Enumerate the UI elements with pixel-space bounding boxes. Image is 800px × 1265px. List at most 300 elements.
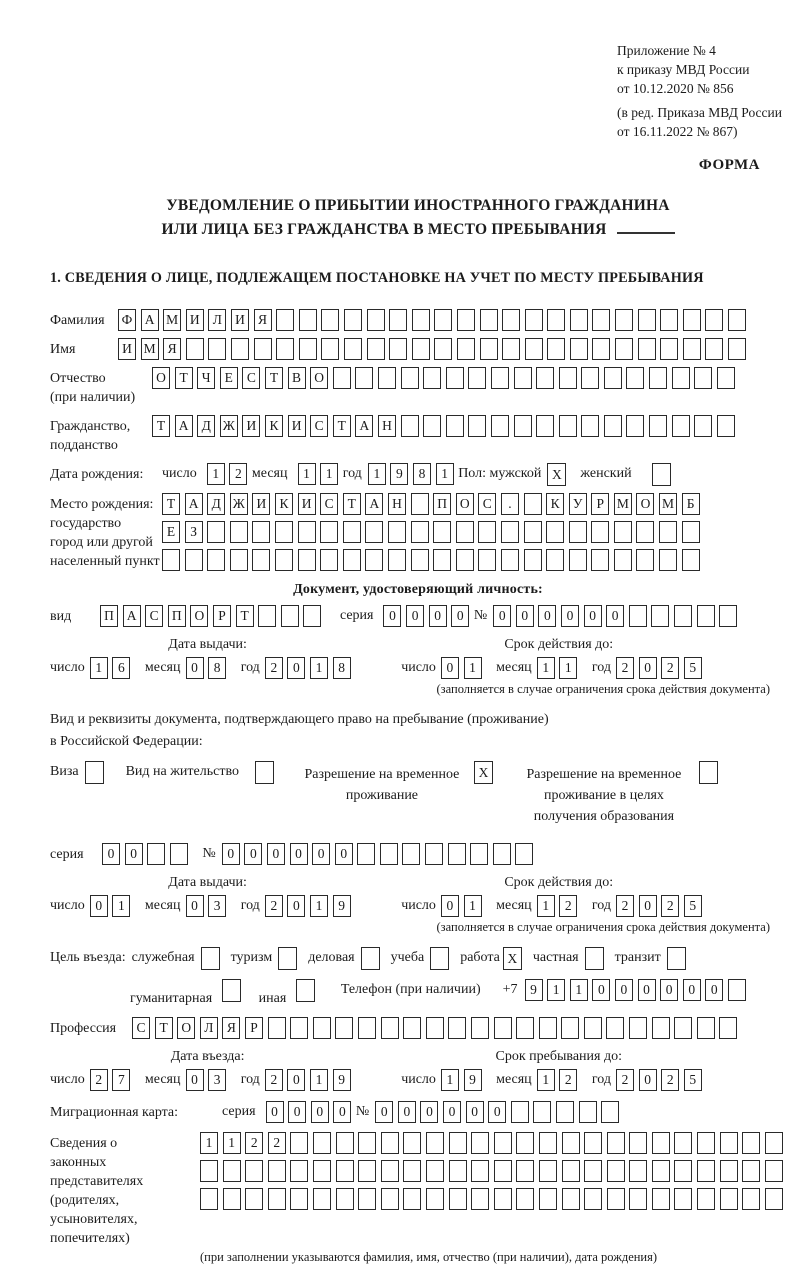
char-box[interactable]: Р: [591, 493, 609, 515]
char-box[interactable]: [245, 1160, 263, 1182]
char-box[interactable]: [742, 1188, 760, 1210]
char-box[interactable]: [584, 1160, 602, 1182]
char-box[interactable]: [728, 979, 746, 1001]
char-box[interactable]: 0: [683, 979, 701, 1001]
char-box[interactable]: [652, 1017, 670, 1039]
char-box[interactable]: [336, 1188, 354, 1210]
char-box[interactable]: [561, 1017, 579, 1039]
char-box[interactable]: [298, 521, 316, 543]
char-box[interactable]: П: [100, 605, 118, 627]
char-box[interactable]: 1: [570, 979, 588, 1001]
char-box[interactable]: 1: [310, 895, 328, 917]
char-box[interactable]: [652, 1188, 670, 1210]
char-box[interactable]: В: [288, 367, 306, 389]
char-box[interactable]: 0: [638, 979, 656, 1001]
char-box[interactable]: М: [659, 493, 677, 515]
char-box[interactable]: [536, 367, 554, 389]
char-box[interactable]: [389, 309, 407, 331]
char-box[interactable]: П: [433, 493, 451, 515]
char-box[interactable]: [313, 1160, 331, 1182]
char-box[interactable]: 0: [420, 1101, 438, 1123]
visa-checkbox[interactable]: [85, 761, 104, 784]
char-box[interactable]: [298, 549, 316, 571]
char-box[interactable]: [626, 415, 644, 437]
char-box[interactable]: [569, 549, 587, 571]
char-box[interactable]: [147, 843, 165, 865]
char-box[interactable]: [516, 1132, 534, 1154]
char-box[interactable]: [401, 367, 419, 389]
char-box[interactable]: О: [310, 367, 328, 389]
char-box[interactable]: 1: [464, 895, 482, 917]
char-box[interactable]: [434, 309, 452, 331]
char-box[interactable]: Т: [343, 493, 361, 515]
char-box[interactable]: [514, 415, 532, 437]
char-box[interactable]: 0: [639, 1069, 657, 1091]
char-box[interactable]: Л: [208, 309, 226, 331]
char-box[interactable]: 1: [298, 463, 316, 485]
char-box[interactable]: [449, 1160, 467, 1182]
char-box[interactable]: [720, 1188, 738, 1210]
char-box[interactable]: 0: [584, 605, 602, 627]
char-box[interactable]: 0: [406, 605, 424, 627]
char-box[interactable]: Т: [175, 367, 193, 389]
char-box[interactable]: А: [141, 309, 159, 331]
char-box[interactable]: О: [152, 367, 170, 389]
char-box[interactable]: О: [636, 493, 654, 515]
char-box[interactable]: [389, 338, 407, 360]
purpose-transit-checkbox[interactable]: [667, 947, 686, 970]
char-box[interactable]: И: [242, 415, 260, 437]
char-box[interactable]: [403, 1132, 421, 1154]
char-box[interactable]: [674, 605, 692, 627]
char-box[interactable]: 1: [368, 463, 386, 485]
char-box[interactable]: Т: [152, 415, 170, 437]
char-box[interactable]: [629, 605, 647, 627]
char-box[interactable]: [258, 605, 276, 627]
char-box[interactable]: [357, 843, 375, 865]
char-box[interactable]: [299, 338, 317, 360]
char-box[interactable]: [591, 549, 609, 571]
char-box[interactable]: А: [123, 605, 141, 627]
char-box[interactable]: 0: [287, 657, 305, 679]
char-box[interactable]: [626, 367, 644, 389]
char-box[interactable]: [378, 367, 396, 389]
char-box[interactable]: [290, 1017, 308, 1039]
char-box[interactable]: [403, 1160, 421, 1182]
char-box[interactable]: [652, 1132, 670, 1154]
char-box[interactable]: 8: [333, 657, 351, 679]
char-box[interactable]: О: [456, 493, 474, 515]
char-box[interactable]: 1: [559, 657, 577, 679]
char-box[interactable]: [682, 549, 700, 571]
char-box[interactable]: [276, 309, 294, 331]
char-box[interactable]: 1: [207, 463, 225, 485]
char-box[interactable]: [584, 1017, 602, 1039]
char-box[interactable]: Н: [378, 415, 396, 437]
char-box[interactable]: [231, 338, 249, 360]
char-box[interactable]: [536, 415, 554, 437]
char-box[interactable]: [281, 605, 299, 627]
char-box[interactable]: [562, 1160, 580, 1182]
char-box[interactable]: [388, 521, 406, 543]
char-box[interactable]: К: [275, 493, 293, 515]
char-box[interactable]: М: [614, 493, 632, 515]
char-box[interactable]: [381, 1188, 399, 1210]
char-box[interactable]: [471, 1188, 489, 1210]
char-box[interactable]: [742, 1132, 760, 1154]
char-box[interactable]: [592, 309, 610, 331]
char-box[interactable]: [402, 843, 420, 865]
purpose-study-checkbox[interactable]: [430, 947, 449, 970]
char-box[interactable]: 1: [310, 657, 328, 679]
char-box[interactable]: 0: [90, 895, 108, 917]
char-box[interactable]: [336, 1160, 354, 1182]
char-box[interactable]: [254, 338, 272, 360]
char-box[interactable]: [381, 1160, 399, 1182]
char-box[interactable]: 6: [112, 657, 130, 679]
char-box[interactable]: [728, 309, 746, 331]
char-box[interactable]: [200, 1188, 218, 1210]
char-box[interactable]: 7: [112, 1069, 130, 1091]
char-box[interactable]: [672, 415, 690, 437]
char-box[interactable]: [570, 309, 588, 331]
char-box[interactable]: 0: [639, 657, 657, 679]
char-box[interactable]: [533, 1101, 551, 1123]
char-box[interactable]: И: [298, 493, 316, 515]
char-box[interactable]: [615, 338, 633, 360]
char-box[interactable]: 9: [464, 1069, 482, 1091]
char-box[interactable]: [230, 521, 248, 543]
char-box[interactable]: [674, 1017, 692, 1039]
char-box[interactable]: [365, 521, 383, 543]
char-box[interactable]: [694, 367, 712, 389]
char-box[interactable]: [697, 1188, 715, 1210]
char-box[interactable]: [381, 1132, 399, 1154]
char-box[interactable]: [358, 1160, 376, 1182]
char-box[interactable]: С: [145, 605, 163, 627]
char-box[interactable]: Т: [265, 367, 283, 389]
char-box[interactable]: Т: [155, 1017, 173, 1039]
char-box[interactable]: 0: [266, 1101, 284, 1123]
char-box[interactable]: [448, 1017, 466, 1039]
char-box[interactable]: [412, 338, 430, 360]
char-box[interactable]: 9: [525, 979, 543, 1001]
char-box[interactable]: [426, 1188, 444, 1210]
char-box[interactable]: [471, 1132, 489, 1154]
char-box[interactable]: [290, 1132, 308, 1154]
char-box[interactable]: [401, 415, 419, 437]
char-box[interactable]: [491, 367, 509, 389]
char-box[interactable]: 2: [268, 1132, 286, 1154]
char-box[interactable]: Ч: [197, 367, 215, 389]
char-box[interactable]: 1: [112, 895, 130, 917]
char-box[interactable]: 1: [441, 1069, 459, 1091]
char-box[interactable]: [333, 367, 351, 389]
char-box[interactable]: [412, 309, 430, 331]
char-box[interactable]: 0: [660, 979, 678, 1001]
char-box[interactable]: [697, 1017, 715, 1039]
char-box[interactable]: [336, 1132, 354, 1154]
char-box[interactable]: [660, 338, 678, 360]
char-box[interactable]: [162, 549, 180, 571]
char-box[interactable]: Я: [254, 309, 272, 331]
char-box[interactable]: 0: [606, 605, 624, 627]
char-box[interactable]: [636, 521, 654, 543]
char-box[interactable]: П: [168, 605, 186, 627]
char-box[interactable]: 5: [684, 657, 702, 679]
char-box[interactable]: 2: [90, 1069, 108, 1091]
char-box[interactable]: 9: [390, 463, 408, 485]
char-box[interactable]: А: [185, 493, 203, 515]
char-box[interactable]: [343, 549, 361, 571]
char-box[interactable]: [649, 367, 667, 389]
char-box[interactable]: [358, 1188, 376, 1210]
char-box[interactable]: Т: [236, 605, 254, 627]
char-box[interactable]: У: [569, 493, 587, 515]
char-box[interactable]: [659, 521, 677, 543]
char-box[interactable]: Д: [207, 493, 225, 515]
char-box[interactable]: [493, 843, 511, 865]
char-box[interactable]: [694, 415, 712, 437]
char-box[interactable]: [547, 338, 565, 360]
char-box[interactable]: [275, 549, 293, 571]
char-box[interactable]: 2: [559, 1069, 577, 1091]
char-box[interactable]: С: [478, 493, 496, 515]
char-box[interactable]: К: [265, 415, 283, 437]
char-box[interactable]: И: [118, 338, 136, 360]
char-box[interactable]: 2: [265, 657, 283, 679]
char-box[interactable]: 8: [208, 657, 226, 679]
char-box[interactable]: [491, 415, 509, 437]
char-box[interactable]: [683, 338, 701, 360]
char-box[interactable]: [470, 843, 488, 865]
sex-female-checkbox[interactable]: [652, 463, 671, 486]
char-box[interactable]: [411, 549, 429, 571]
char-box[interactable]: [697, 605, 715, 627]
char-box[interactable]: 0: [186, 1069, 204, 1091]
char-box[interactable]: 1: [537, 657, 555, 679]
char-box[interactable]: [457, 309, 475, 331]
char-box[interactable]: [514, 367, 532, 389]
char-box[interactable]: [276, 338, 294, 360]
char-box[interactable]: [717, 367, 735, 389]
char-box[interactable]: [719, 605, 737, 627]
char-box[interactable]: 5: [684, 1069, 702, 1091]
char-box[interactable]: [303, 605, 321, 627]
purpose-business-checkbox[interactable]: [361, 947, 380, 970]
char-box[interactable]: [299, 309, 317, 331]
char-box[interactable]: Л: [200, 1017, 218, 1039]
char-box[interactable]: 0: [312, 843, 330, 865]
char-box[interactable]: [584, 1188, 602, 1210]
char-box[interactable]: А: [175, 415, 193, 437]
char-box[interactable]: .: [501, 493, 519, 515]
char-box[interactable]: [365, 549, 383, 571]
char-box[interactable]: [426, 1017, 444, 1039]
char-box[interactable]: [501, 521, 519, 543]
char-box[interactable]: С: [320, 493, 338, 515]
char-box[interactable]: М: [163, 309, 181, 331]
char-box[interactable]: [592, 338, 610, 360]
char-box[interactable]: [252, 521, 270, 543]
char-box[interactable]: [403, 1017, 421, 1039]
char-box[interactable]: [480, 338, 498, 360]
char-box[interactable]: [717, 415, 735, 437]
char-box[interactable]: 0: [186, 657, 204, 679]
char-box[interactable]: [290, 1160, 308, 1182]
char-box[interactable]: [649, 415, 667, 437]
char-box[interactable]: [765, 1160, 783, 1182]
char-box[interactable]: 1: [537, 895, 555, 917]
char-box[interactable]: [719, 1017, 737, 1039]
char-box[interactable]: [516, 1188, 534, 1210]
char-box[interactable]: [456, 549, 474, 571]
char-box[interactable]: 1: [436, 463, 454, 485]
char-box[interactable]: 0: [516, 605, 534, 627]
char-box[interactable]: [683, 309, 701, 331]
char-box[interactable]: [185, 549, 203, 571]
purpose-official-checkbox[interactable]: [201, 947, 220, 970]
char-box[interactable]: [581, 367, 599, 389]
char-box[interactable]: [494, 1160, 512, 1182]
char-box[interactable]: [268, 1017, 286, 1039]
char-box[interactable]: Я: [222, 1017, 240, 1039]
char-box[interactable]: [559, 367, 577, 389]
char-box[interactable]: 2: [229, 463, 247, 485]
char-box[interactable]: 0: [398, 1101, 416, 1123]
char-box[interactable]: [207, 521, 225, 543]
char-box[interactable]: [501, 549, 519, 571]
char-box[interactable]: С: [132, 1017, 150, 1039]
char-box[interactable]: [629, 1017, 647, 1039]
char-box[interactable]: [471, 1017, 489, 1039]
char-box[interactable]: 2: [616, 895, 634, 917]
char-box[interactable]: [344, 309, 362, 331]
char-box[interactable]: 0: [493, 605, 511, 627]
char-box[interactable]: А: [355, 415, 373, 437]
char-box[interactable]: [672, 367, 690, 389]
char-box[interactable]: О: [190, 605, 208, 627]
char-box[interactable]: Я: [163, 338, 181, 360]
char-box[interactable]: [539, 1188, 557, 1210]
char-box[interactable]: 1: [547, 979, 565, 1001]
char-box[interactable]: [358, 1017, 376, 1039]
char-box[interactable]: 0: [186, 895, 204, 917]
char-box[interactable]: [423, 367, 441, 389]
char-box[interactable]: [765, 1188, 783, 1210]
char-box[interactable]: И: [186, 309, 204, 331]
char-box[interactable]: [659, 549, 677, 571]
char-box[interactable]: [546, 549, 564, 571]
char-box[interactable]: [268, 1188, 286, 1210]
char-box[interactable]: [705, 338, 723, 360]
char-box[interactable]: 0: [429, 605, 447, 627]
char-box[interactable]: [651, 605, 669, 627]
char-box[interactable]: 2: [559, 895, 577, 917]
char-box[interactable]: [456, 521, 474, 543]
char-box[interactable]: 0: [311, 1101, 329, 1123]
char-box[interactable]: 0: [561, 605, 579, 627]
char-box[interactable]: [388, 549, 406, 571]
char-box[interactable]: Р: [213, 605, 231, 627]
char-box[interactable]: 9: [333, 895, 351, 917]
char-box[interactable]: С: [310, 415, 328, 437]
char-box[interactable]: [674, 1188, 692, 1210]
char-box[interactable]: А: [365, 493, 383, 515]
char-box[interactable]: [674, 1160, 692, 1182]
char-box[interactable]: [720, 1132, 738, 1154]
char-box[interactable]: [423, 415, 441, 437]
char-box[interactable]: [705, 309, 723, 331]
char-box[interactable]: [516, 1017, 534, 1039]
char-box[interactable]: 1: [310, 1069, 328, 1091]
char-box[interactable]: [569, 521, 587, 543]
char-box[interactable]: [614, 521, 632, 543]
char-box[interactable]: [525, 309, 543, 331]
char-box[interactable]: 0: [443, 1101, 461, 1123]
purpose-humanitarian-checkbox[interactable]: [222, 979, 241, 1002]
char-box[interactable]: С: [242, 367, 260, 389]
char-box[interactable]: [539, 1132, 557, 1154]
char-box[interactable]: О: [177, 1017, 195, 1039]
char-box[interactable]: [321, 338, 339, 360]
char-box[interactable]: Р: [245, 1017, 263, 1039]
char-box[interactable]: 0: [538, 605, 556, 627]
char-box[interactable]: [252, 549, 270, 571]
char-box[interactable]: [601, 1101, 619, 1123]
char-box[interactable]: 1: [537, 1069, 555, 1091]
char-box[interactable]: 0: [441, 657, 459, 679]
char-box[interactable]: 0: [290, 843, 308, 865]
char-box[interactable]: 0: [383, 605, 401, 627]
char-box[interactable]: [468, 415, 486, 437]
char-box[interactable]: [313, 1017, 331, 1039]
char-box[interactable]: [546, 521, 564, 543]
char-box[interactable]: [660, 309, 678, 331]
char-box[interactable]: [320, 521, 338, 543]
char-box[interactable]: [230, 549, 248, 571]
char-box[interactable]: 0: [288, 1101, 306, 1123]
char-box[interactable]: [516, 1160, 534, 1182]
char-box[interactable]: 2: [265, 1069, 283, 1091]
char-box[interactable]: [208, 338, 226, 360]
char-box[interactable]: 0: [592, 979, 610, 1001]
char-box[interactable]: [502, 338, 520, 360]
char-box[interactable]: Б: [682, 493, 700, 515]
char-box[interactable]: 1: [90, 657, 108, 679]
char-box[interactable]: [720, 1160, 738, 1182]
char-box[interactable]: 0: [222, 843, 240, 865]
char-box[interactable]: [636, 549, 654, 571]
char-box[interactable]: [728, 338, 746, 360]
char-box[interactable]: [275, 521, 293, 543]
char-box[interactable]: [606, 1017, 624, 1039]
char-box[interactable]: [290, 1188, 308, 1210]
char-box[interactable]: [494, 1188, 512, 1210]
char-box[interactable]: [468, 367, 486, 389]
char-box[interactable]: 0: [705, 979, 723, 1001]
char-box[interactable]: Ж: [220, 415, 238, 437]
char-box[interactable]: [380, 843, 398, 865]
char-box[interactable]: [742, 1160, 760, 1182]
char-box[interactable]: 0: [375, 1101, 393, 1123]
char-box[interactable]: 1: [223, 1132, 241, 1154]
char-box[interactable]: 9: [333, 1069, 351, 1091]
char-box[interactable]: [614, 549, 632, 571]
char-box[interactable]: [411, 493, 429, 515]
char-box[interactable]: 0: [466, 1101, 484, 1123]
char-box[interactable]: [524, 521, 542, 543]
